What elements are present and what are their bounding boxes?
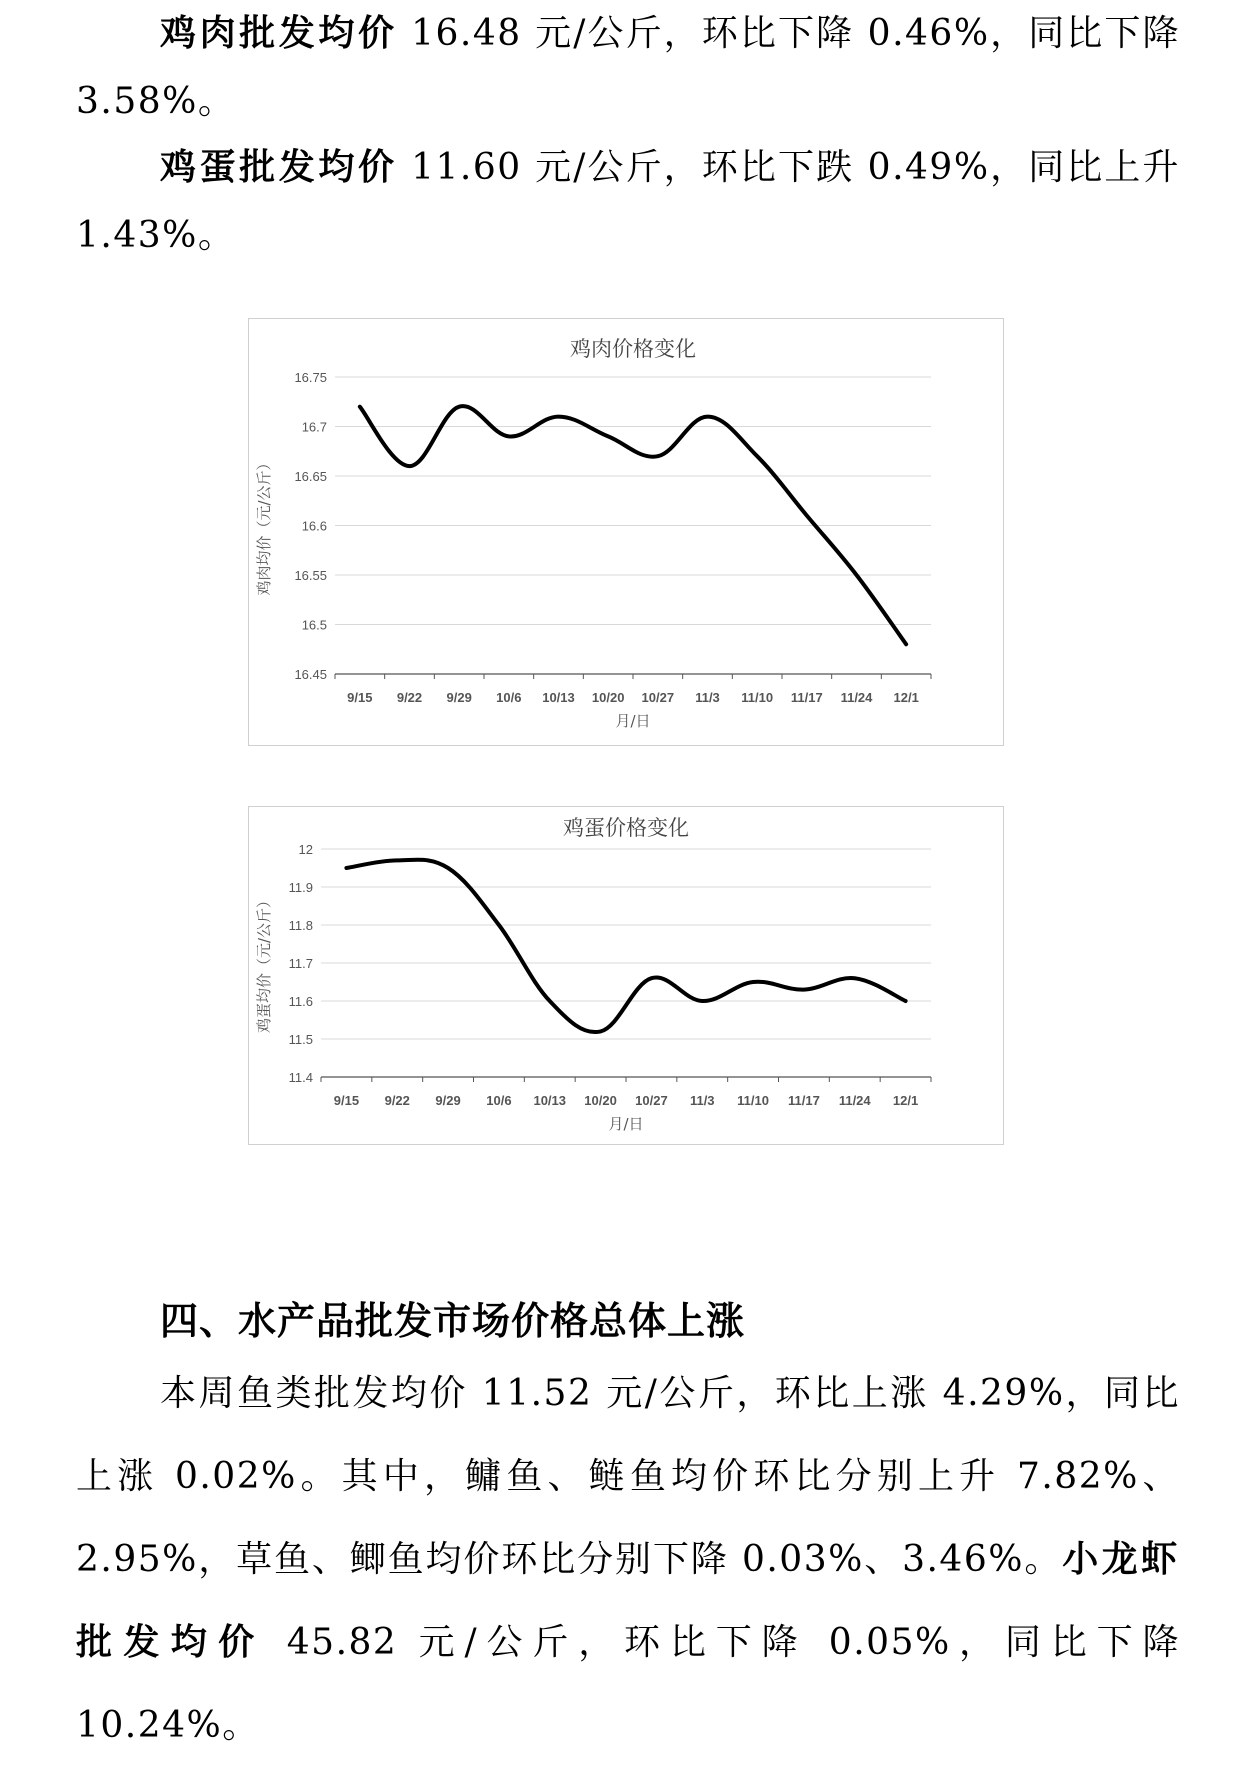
y-tick-label: 16.55 — [294, 568, 327, 583]
x-tick-label: 9/22 — [385, 1093, 410, 1108]
x-axis-label: 月/日 — [608, 1115, 643, 1133]
x-tick-label: 9/15 — [334, 1093, 359, 1108]
x-tick-label: 11/10 — [737, 1093, 769, 1108]
x-tick-label: 11/17 — [791, 690, 823, 705]
x-tick-label: 12/1 — [893, 1093, 918, 1108]
x-tick-label: 11/24 — [841, 690, 874, 705]
egg-lead: 鸡蛋批发均价 — [160, 147, 398, 188]
egg-chart — [248, 806, 1004, 1145]
y-tick-label: 11.7 — [289, 956, 313, 971]
y-axis-label: 鸡蛋均价（元/公斤） — [255, 893, 273, 1033]
egg-text: 11.60 元/公斤，环比下跌 0.49%，同比上升 1.43%。 — [76, 147, 1180, 256]
x-tick-label: 10/27 — [642, 690, 675, 705]
x-tick-label: 11/17 — [788, 1093, 820, 1108]
chicken-chart-svg — [249, 319, 1003, 745]
crayfish-text: 45.82 元/公斤，环比下降 0.05%，同比下降 10.24%。 — [76, 1622, 1180, 1746]
y-tick-label: 16.65 — [294, 469, 327, 484]
y-tick-label: 11.5 — [289, 1032, 313, 1047]
fish-lead: 本周鱼类批发均价 — [160, 1373, 468, 1414]
y-axis-label: 鸡肉均价（元/公斤） — [255, 455, 273, 595]
y-tick-label: 16.6 — [302, 519, 327, 534]
chart-title: 鸡肉价格变化 — [570, 337, 696, 361]
chart-title: 鸡蛋价格变化 — [563, 816, 689, 840]
x-tick-label: 9/29 — [447, 690, 472, 705]
y-tick-label: 11.8 — [289, 918, 313, 933]
y-tick-label: 16.5 — [302, 618, 327, 633]
y-tick-label: 16.45 — [294, 667, 327, 682]
x-axis-label: 月/日 — [615, 712, 650, 730]
x-tick-label: 9/29 — [435, 1093, 460, 1108]
crayfish-lead: 小龙虾批发均价 — [76, 1539, 1180, 1663]
x-tick-label: 10/20 — [584, 1093, 617, 1108]
y-tick-label: 16.7 — [302, 420, 327, 435]
egg-price-paragraph — [76, 134, 1180, 270]
x-tick-label: 11/10 — [741, 690, 773, 705]
x-tick-label: 9/22 — [397, 690, 422, 705]
x-tick-label: 10/6 — [486, 1093, 511, 1108]
fish-price-paragraph — [76, 1352, 1180, 1767]
chicken-text: 16.48 元/公斤，环比下降 0.46%，同比下降 3.58%。 — [76, 13, 1180, 122]
chicken-chart — [248, 318, 1004, 746]
x-tick-label: 10/13 — [533, 1093, 566, 1108]
y-tick-label: 11.9 — [289, 880, 313, 895]
x-tick-label: 10/20 — [592, 690, 625, 705]
x-tick-label: 10/13 — [542, 690, 575, 705]
x-tick-label: 10/27 — [635, 1093, 668, 1108]
x-tick-label: 12/1 — [894, 690, 919, 705]
x-tick-label: 11/3 — [695, 690, 720, 705]
y-tick-label: 11.6 — [289, 994, 313, 1009]
series-line — [346, 860, 905, 1032]
chicken-price-paragraph — [76, 0, 1180, 136]
fish-text: 11.52 元/公斤，环比上涨 4.29%，同比上涨 0.02%。其中，鳙鱼、鲢鱼均价环比分别上升 7.82%、2.95%，草鱼、鲫鱼均价环比分别下降 0.03%、3.46%。 — [76, 1373, 1180, 1580]
x-tick-label: 11/3 — [690, 1093, 715, 1108]
y-tick-label: 11.4 — [289, 1070, 313, 1085]
y-tick-label: 16.75 — [294, 370, 327, 385]
x-tick-label: 10/6 — [496, 690, 521, 705]
chicken-lead: 鸡肉批发均价 — [160, 13, 398, 54]
x-tick-label: 9/15 — [347, 690, 372, 705]
x-tick-label: 11/24 — [839, 1093, 872, 1108]
egg-chart-svg — [249, 807, 1003, 1144]
y-tick-label: 12 — [299, 842, 313, 857]
section-heading: 四、水产品批发市场价格总体上涨 — [160, 1290, 745, 1345]
